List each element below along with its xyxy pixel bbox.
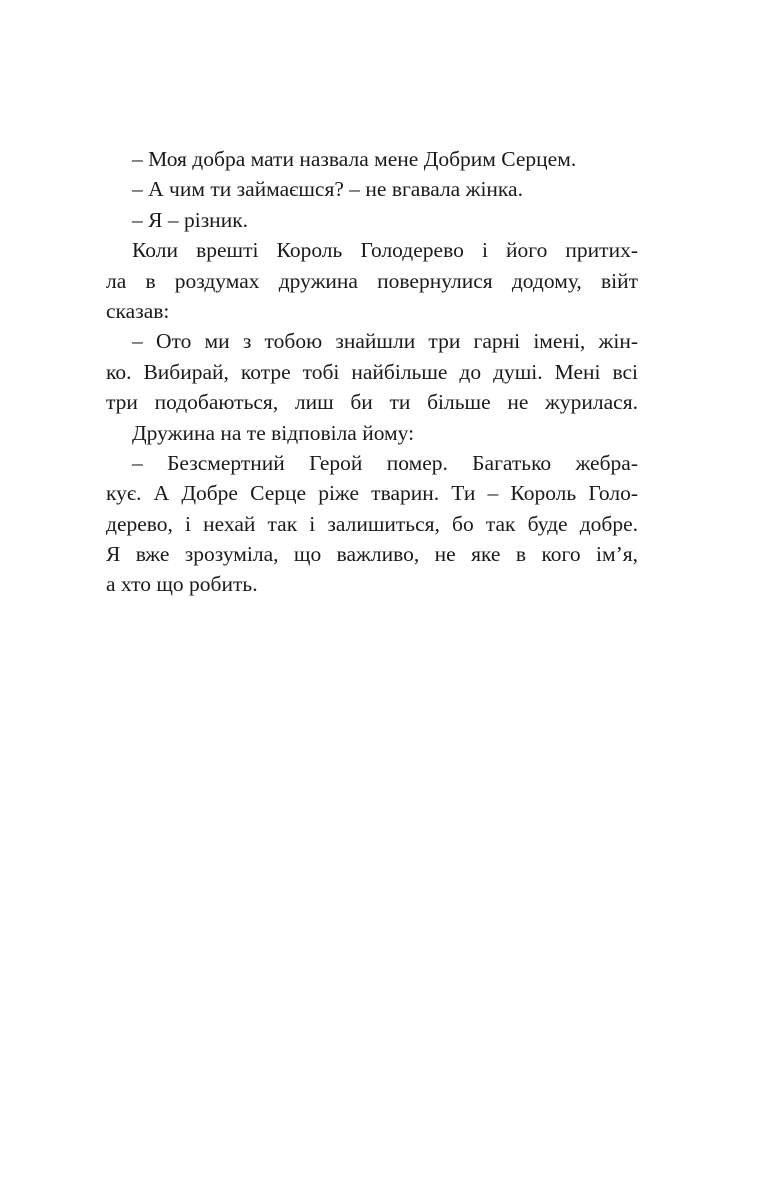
body-text [106, 144, 638, 600]
text-line: кує. А Добре Серце ріже тварин. Ти – Король Голо- [106, 481, 638, 506]
text-line: ко. Вибирай, котре тобі найбільше до душі. Мені всі [106, 359, 638, 384]
text-line: – Моя добра мати назвала мене Добрим Серцем. [132, 147, 577, 171]
text-line: Я вже зрозуміла, що важливо, не яке в кого ім’я, [106, 542, 638, 567]
text-line: Коли врешті Король Голодерево і його притих- [132, 238, 638, 263]
text-line: – А чим ти займаєшся? – не вгавала жінка. [132, 177, 523, 202]
text-line: три подобаються, лиш би ти більше не журилася. [106, 390, 638, 415]
text-line: сказав: [106, 298, 170, 323]
text-line: дерево, і нехай так і залишиться, бо так буде добре. [106, 511, 638, 536]
text-line: а хто що робить. [106, 572, 258, 597]
text-line: Дружина на те відповіла йому: [132, 420, 415, 445]
text-line: ла в роздумах дружина повернулися додому, війт [106, 268, 638, 293]
text-line: – Я – різник. [132, 207, 249, 232]
text-line: – Ото ми з тобою знайшли три гарні імені, жін- [132, 329, 638, 354]
text-line: – Безсмертний Герой помер. Багатько жебра- [132, 450, 638, 475]
